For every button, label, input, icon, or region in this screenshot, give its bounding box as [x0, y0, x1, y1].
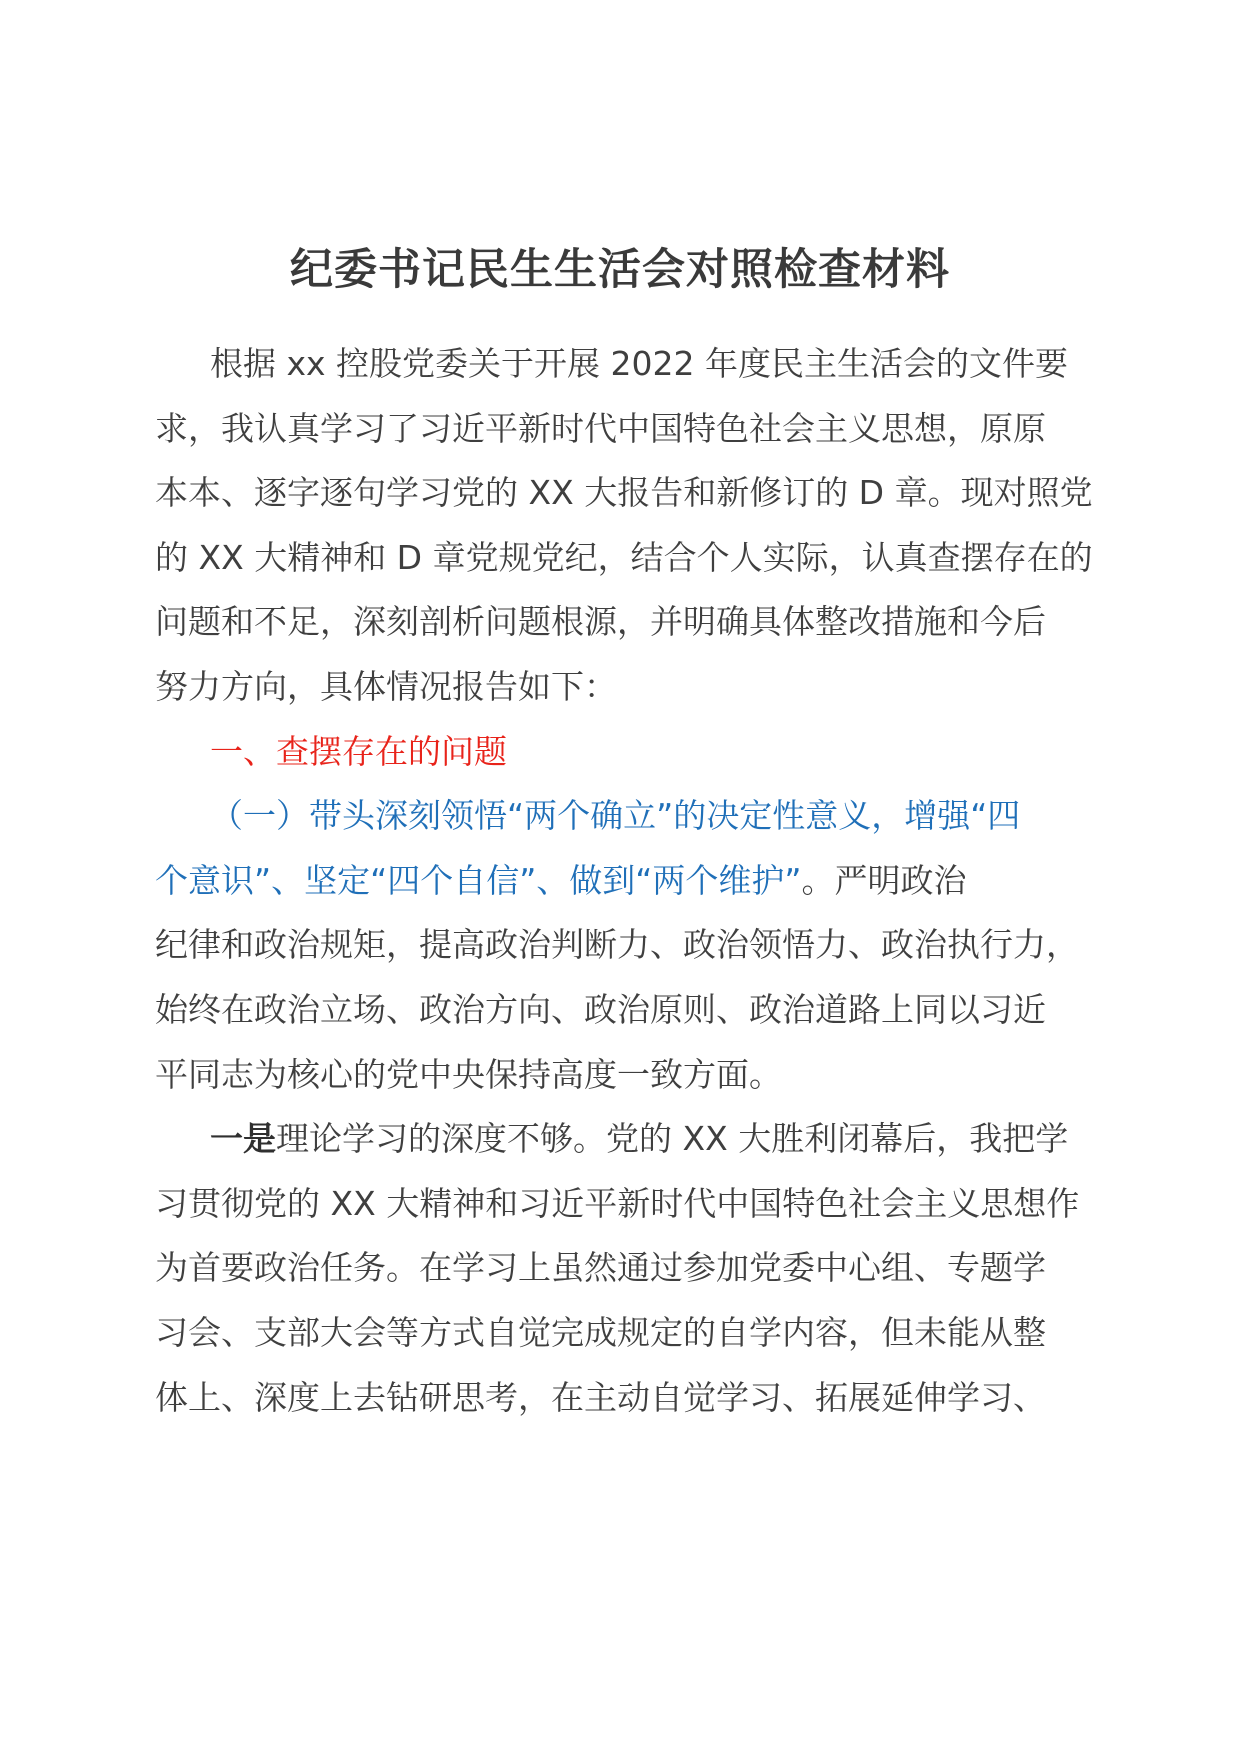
subsection-line: 平同志为核心的党中央保持高度一致方面。 [155, 1054, 782, 1094]
intro-line: 的 XX 大精神和 D 章党规党纪，结合个人实际，认真查摆存在的 [155, 537, 1093, 577]
document-title: 纪委书记民生生活会对照检查材料 [290, 245, 950, 295]
subsection-heading-fragment: 个意识”、坚定“四个自信”、做到“两个维护” [155, 860, 802, 900]
point-one-line: 习贯彻党的 XX 大精神和习近平新时代中国特色社会主义思想作 [155, 1183, 1080, 1223]
point-one-line [155, 1107, 1095, 1172]
point-one-line: 为首要政治任务。在学习上虽然通过参加党委中心组、专题学 [155, 1248, 1046, 1288]
document-body [155, 332, 1095, 1430]
subsection-line [155, 849, 1095, 914]
point-one-lead: 一是 [210, 1119, 276, 1159]
point-one-line: 体上、深度上去钻研思考，在主动自觉学习、拓展延伸学习、 [155, 1377, 1046, 1417]
point-one-text: 理论学习的深度不够。党的 XX 大胜利闭幕后，我把学 [276, 1119, 1069, 1159]
subsection-line: 纪律和政治规矩，提高政治判断力、政治领悟力、政治执行力， [155, 925, 1079, 965]
intro-line: 问题和不足，深刻剖析问题根源，并明确具体整改措施和今后 [155, 602, 1046, 642]
subsection-heading-line: （一）带头深刻领悟“两个确立”的决定性意义，增强“四 [210, 796, 1021, 836]
subsection-text-fragment: 。严明政治 [801, 860, 967, 900]
subsection-line: 始终在政治立场、政治方向、政治原则、政治道路上同以习近 [155, 989, 1046, 1029]
point-one-line: 习会、支部大会等方式自觉完成规定的自学内容，但未能从整 [155, 1312, 1046, 1352]
intro-line: 根据 xx 控股党委关于开展 2022 年度民主生活会的文件要 [210, 344, 1068, 383]
intro-line: 努力方向，具体情况报告如下： [155, 666, 617, 706]
section-heading: 一、查摆存在的问题 [210, 731, 507, 771]
intro-line: 求，我认真学习了习近平新时代中国特色社会主义思想，原原 [155, 408, 1046, 448]
intro-line: 本本、逐字逐句学习党的 XX 大报告和新修订的 D 章。现对照党 [155, 473, 1093, 513]
